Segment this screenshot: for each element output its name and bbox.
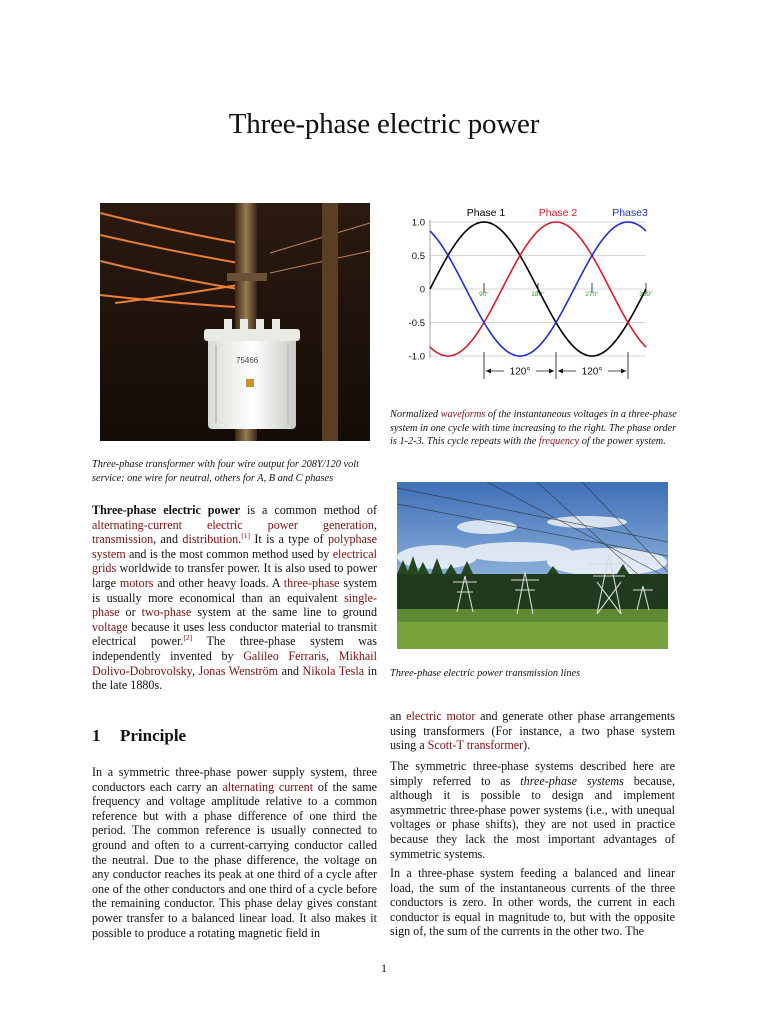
link-frequency[interactable]: frequency (538, 436, 580, 448)
link-transmission[interactable]: transmission (92, 532, 154, 547)
intro-text: system at the same line to ground (191, 605, 377, 620)
link-polyphase-system[interactable]: polyphase system (92, 532, 377, 561)
section-number: 1 (92, 726, 101, 745)
principle-paragraph-1 (92, 765, 377, 940)
y-tick-label: -0.5 (408, 318, 425, 329)
x-tick-label: 180° (531, 291, 545, 298)
principle-emphasis: three-phase systems (520, 773, 624, 788)
y-tick-label: 0 (419, 284, 425, 296)
link-distribution[interactable]: distribution (182, 532, 239, 547)
intro-text: and other heavy loads. A (153, 575, 284, 590)
intro-text: in the late 1880s. (92, 663, 377, 693)
intro-text: worldwide to transfer power. It is also used to power large (92, 561, 377, 590)
link-electrical-grids[interactable]: electrical grids (92, 546, 377, 576)
x-tick-label: 90° (479, 291, 489, 298)
link-ac-power-generation[interactable]: alternating-current electric power generation (92, 517, 374, 532)
reference-1[interactable]: [1] (241, 531, 250, 541)
link-single-phase[interactable]: single-phase (92, 590, 377, 620)
transformer-caption: Three-phase transformer with four wire output for 208Y/120 volt service: one wire for neutral, others for A, B and C phases (92, 459, 359, 484)
principle-text: ). (523, 738, 531, 753)
transmission-lines-photo (397, 482, 668, 649)
annotation-120-degrees: 120° (581, 366, 603, 378)
intro-text: and (278, 663, 303, 678)
waveform-caption-text-3: of the power system. (579, 436, 666, 448)
intro-text: , (326, 648, 339, 663)
link-two-phase[interactable]: two-phase (141, 605, 192, 620)
intro-text: or (119, 605, 142, 620)
transformer-plate-text: 75466 (236, 356, 259, 365)
intro-text: because it uses less conductor material to transmit electrical power. (92, 619, 377, 649)
transmission-lines-caption: Three-phase electric power transmission lines (390, 668, 581, 679)
waveform-chart-svg (392, 200, 682, 390)
principle-text: of the same frequency and voltage amplitude relative to a common reference but with a phase difference of one third the period. The common reference is usually connected to ground and often to a current-carrying conductor called the neutral. Due to the phase difference, the voltage on any conductor reaches its peak at one third of a cycle after one of the other conductors and one third of a cycle before the remaining conductor. This phase delay gives constant power transfer to a balanced linear load. It also makes it possible to produce a rotating magnetic field in (92, 779, 378, 940)
waveform-caption (390, 408, 680, 449)
principle-paragraph-3: In a three-phase system feeding a balanced and linear load, the sum of the instantaneous currents of the three conductors is zero. In other words, the current in each conductor is equal in magnitude to, but with the opposite sign of, the sum of the currents in the other two. The (390, 866, 675, 939)
link-three-phase[interactable]: three-phase (283, 575, 340, 590)
annotation-arrowhead (558, 369, 563, 374)
principle-text: The symmetric three-phase systems described here are simply referred to as (390, 759, 675, 788)
annotation-120-degrees: 120° (509, 366, 531, 378)
link-galileo-ferraris[interactable]: Galileo Ferraris (243, 648, 327, 663)
y-tick-label: 0.5 (411, 251, 425, 262)
intro-paragraph: Three-phase electric power is a common method of alternating-current electric power generation, transmission, and distribution.[1] It is a type of polyphase system and is the most common method used by electrical grids worldwide to transfer power. It is also used to power large motors and other heavy loads. A three-phase system is usually more economical than an equivalent single-phase or two-phase system at the same line to ground voltage because it uses less conductor material to transmit electrical power.[2] The three-phase system was independently invented by Galileo Ferraris, Mikhail Dolivo-Dobrovolsky, Jonas Wenström and Nikola Tesla in the late 1880s. (92, 503, 378, 693)
link-mikhail-dolivo-dobrovolsky[interactable]: Mikhail Dolivo-Dobrovolsky (92, 648, 378, 678)
waveform-chart (392, 200, 682, 390)
section-heading-principle (92, 726, 186, 746)
link-waveforms[interactable]: waveforms (440, 409, 486, 420)
link-nikola-tesla[interactable]: Nikola Tesla (302, 663, 365, 678)
principle-paragraph-1-continued (390, 709, 675, 753)
intro-text: and is the most common method used by (125, 546, 333, 561)
page-title: Three-phase electric power (228, 108, 540, 140)
link-alternating-current[interactable]: alternating current (222, 779, 314, 794)
legend-label-phase-2: Phase 2 (538, 207, 578, 219)
annotation-arrowhead (621, 369, 626, 374)
page-number: 1 (381, 961, 387, 975)
transformer-photo (100, 203, 370, 441)
annotation-arrowhead (549, 369, 554, 374)
principle-text: because, although it is possible to design and implement asymmetric three-phase power systems (i.e., with unequal voltages or phase shifts), they are not used in practice because they lack the most important advantages of symmetric systems. (390, 773, 675, 861)
intro-text: system is usually more economical than an equivalent (92, 575, 377, 605)
section-title: Principle (120, 726, 187, 745)
x-tick-label: 270° (585, 291, 599, 298)
intro-text: is a common method of (240, 503, 377, 517)
y-tick-label: 1.0 (411, 217, 425, 229)
waveform-caption-text-2: of the instantaneous voltages in a three-phase system in one cycle with time increasing to the right. The phase order is 1-2-3. This cycle repeats with the (390, 409, 677, 448)
legend-label-phase-3: Phase3 (612, 207, 648, 219)
reference-2[interactable]: [2] (183, 633, 193, 643)
intro-text: It is a type of (249, 532, 328, 547)
link-motors[interactable]: motors (119, 575, 154, 590)
annotation-arrowhead (486, 369, 491, 374)
y-tick-label: -1.0 (408, 351, 425, 363)
principle-text: and generate other phase arrangements using transformers (For instance, a two phase system using a (390, 709, 675, 753)
principle-paragraph-2 (390, 759, 675, 861)
link-jonas-wenstrom[interactable]: Jonas Wenström (198, 663, 279, 678)
principle-text: In a symmetric three-phase power supply system, three conductors each carry an (92, 765, 377, 794)
waveform-caption-text-1: Normalized (390, 409, 441, 420)
intro-text: , (192, 663, 199, 678)
intro-text: , (373, 517, 377, 532)
principle-text: an (390, 709, 407, 723)
intro-text: , and (153, 532, 183, 547)
link-electric-motor[interactable]: electric motor (406, 709, 476, 723)
link-scott-t-transformer[interactable]: Scott-T transformer (427, 738, 524, 753)
link-voltage[interactable]: voltage (92, 619, 128, 634)
legend-label-phase-1: Phase 1 (466, 207, 506, 219)
intro-bold-term: Three-phase electric power (92, 503, 241, 517)
intro-text: The three-phase system was independently invented by (92, 634, 377, 663)
x-tick-label: 360° (639, 291, 653, 298)
